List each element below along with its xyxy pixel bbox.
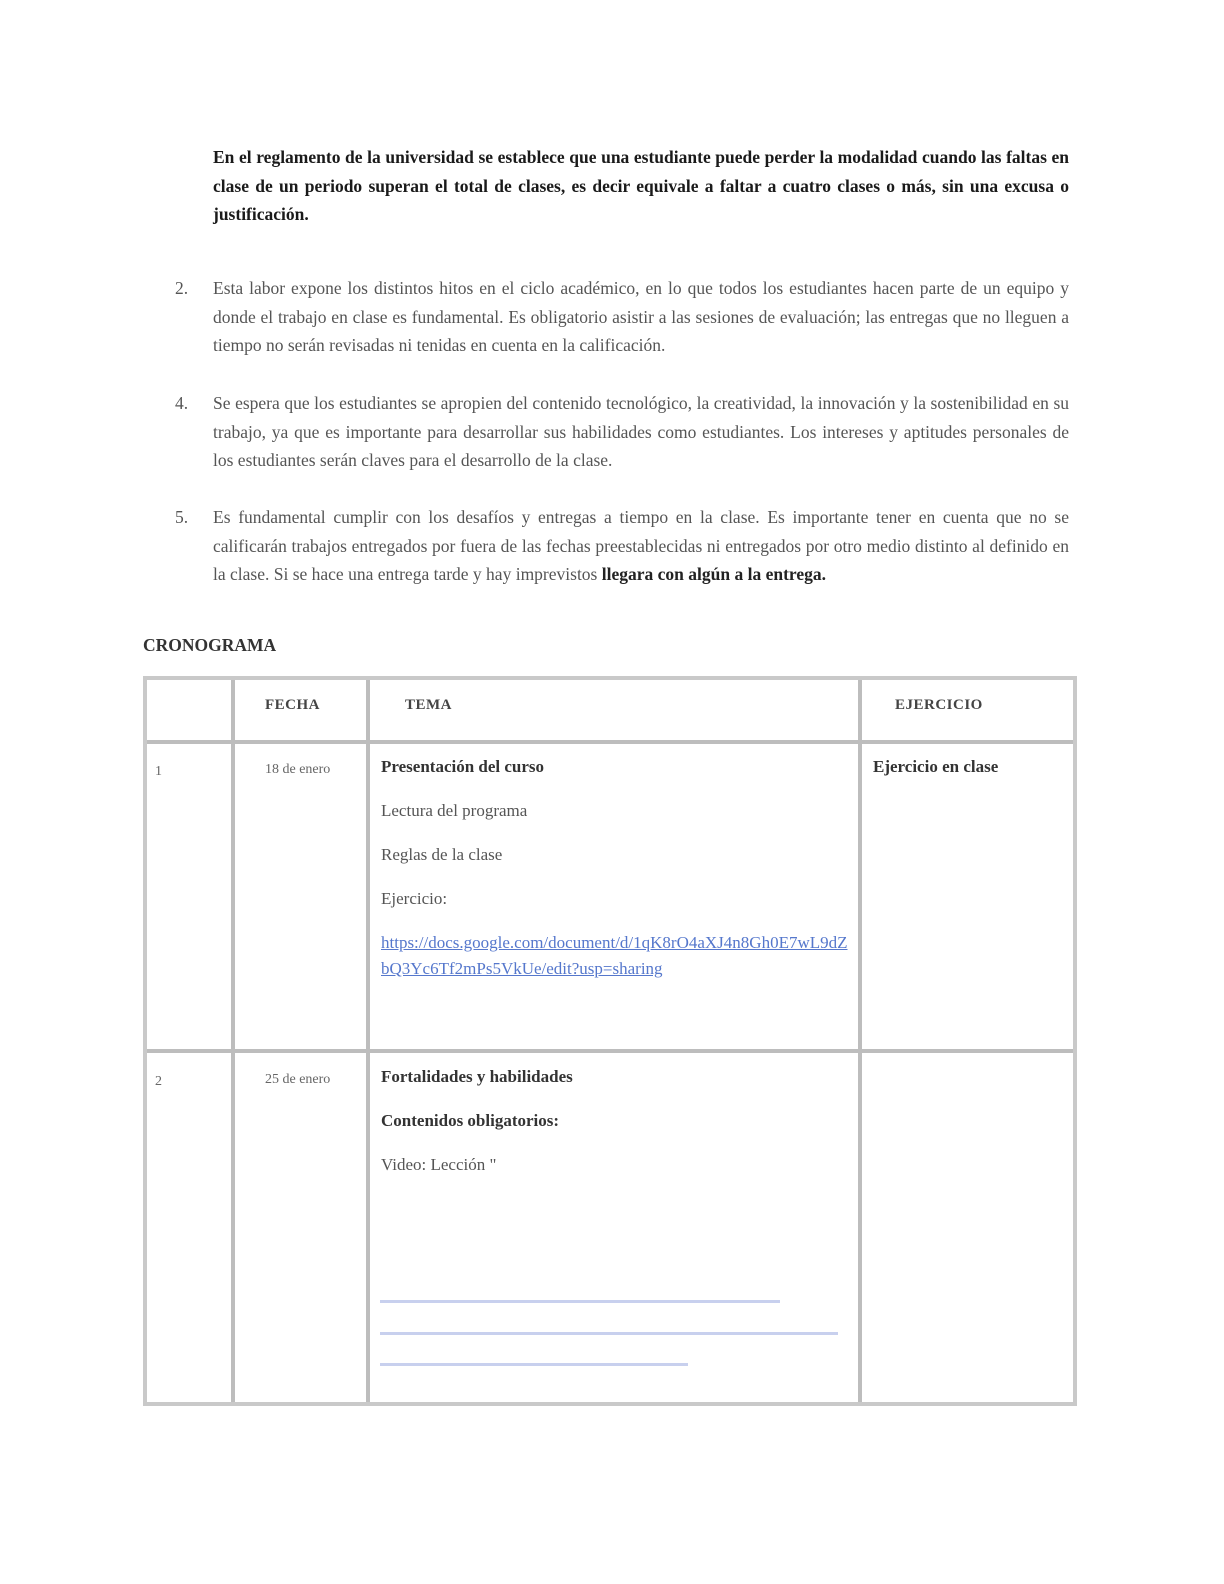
topic-line: Lectura del programa <box>381 801 528 820</box>
topic-line: Reglas de la clase <box>381 845 503 864</box>
row-number: 2 <box>155 1074 162 1089</box>
link-line-placeholder <box>380 1300 780 1303</box>
link-line-placeholder <box>380 1332 838 1335</box>
list-item-text-bold: llegara con algún a la entrega. <box>601 564 826 584</box>
list-item <box>175 389 1069 499</box>
row-divider <box>147 740 1073 744</box>
header-fecha: FECHA <box>265 697 320 713</box>
row-topic <box>381 754 851 1000</box>
topic-title: Fortalidades y habilidades <box>381 1067 573 1086</box>
list-item-text <box>213 503 1069 589</box>
list-item-text-main: Es fundamental cumplir con los desafíos y entregas a tiempo en la clase. Es importante tener en cuenta que no se calificarán trabajos entregados por fuera de las fechas preestablecidas ni entregados por otro medio distinto al definido en la clase. Si se hace una entrega tarde y hay imprevistos <box>213 507 1069 584</box>
list-item <box>175 274 1069 384</box>
list-item-number: 2. <box>175 278 189 298</box>
section-heading: CRONOGRAMA <box>143 635 277 655</box>
header-tema: TEMA <box>405 697 452 713</box>
header-ejercicio: EJERCICIO <box>895 697 983 713</box>
topic-line: Ejercicio: <box>381 889 448 908</box>
exercise-text: Ejercicio en clase <box>873 757 999 776</box>
list-item-number: 4. <box>175 393 189 413</box>
row-number: 1 <box>155 764 162 779</box>
topic-subtitle: Contenidos obligatorios: <box>381 1111 560 1130</box>
column-divider <box>858 680 862 1402</box>
schedule-table <box>143 676 1077 1406</box>
list-item-text: Se espera que los estudiantes se apropien del contenido tecnológico, la creatividad, la innovación y la sostenibilidad en su trabajo, ya que es importante para desarrollar sus habilidades como estudiantes. Los intereses y aptitudes personales de los estudiantes serán claves para el desarrollo de la clase. <box>213 393 1069 470</box>
row-exercise <box>873 754 1023 798</box>
column-divider <box>231 680 235 1402</box>
intro-paragraph: En el reglamento de la universidad se establece que una estudiante puede perder la modalidad cuando las faltas en clase de un periodo superan el total de clases, es decir equivale a faltar a cuatro clases o más, sin una excusa o justificación. <box>213 147 1069 224</box>
list-item <box>175 503 1069 618</box>
row-date: 25 de enero <box>265 1072 331 1087</box>
list-item-text: Esta labor expone los distintos hitos en el ciclo académico, en lo que todos los estudiantes hacen parte de un equipo y donde el trabajo en clase es fundamental. Es obligatorio asistir a las sesiones de evaluación; las entregas que no lleguen a tiempo no serán revisadas ni tenidas en cuenta en la calificación. <box>213 278 1069 355</box>
topic-line: Video: Lección " <box>381 1155 497 1174</box>
topic-title: Presentación del curso <box>381 757 545 776</box>
column-divider <box>366 680 370 1402</box>
row-date: 18 de enero <box>265 762 331 777</box>
link-line-placeholder <box>380 1363 688 1366</box>
list-item-number: 5. <box>175 507 189 527</box>
row-divider <box>147 1049 1073 1053</box>
exercise-link[interactable]: https://docs.google.com/document/d/1qK8rO4aXJ4n8Gh0E7wL9dZbQ3Yc6Tf2mPs5VkUe/edit?usp=sharing <box>381 933 848 978</box>
row-topic <box>381 1064 851 1196</box>
